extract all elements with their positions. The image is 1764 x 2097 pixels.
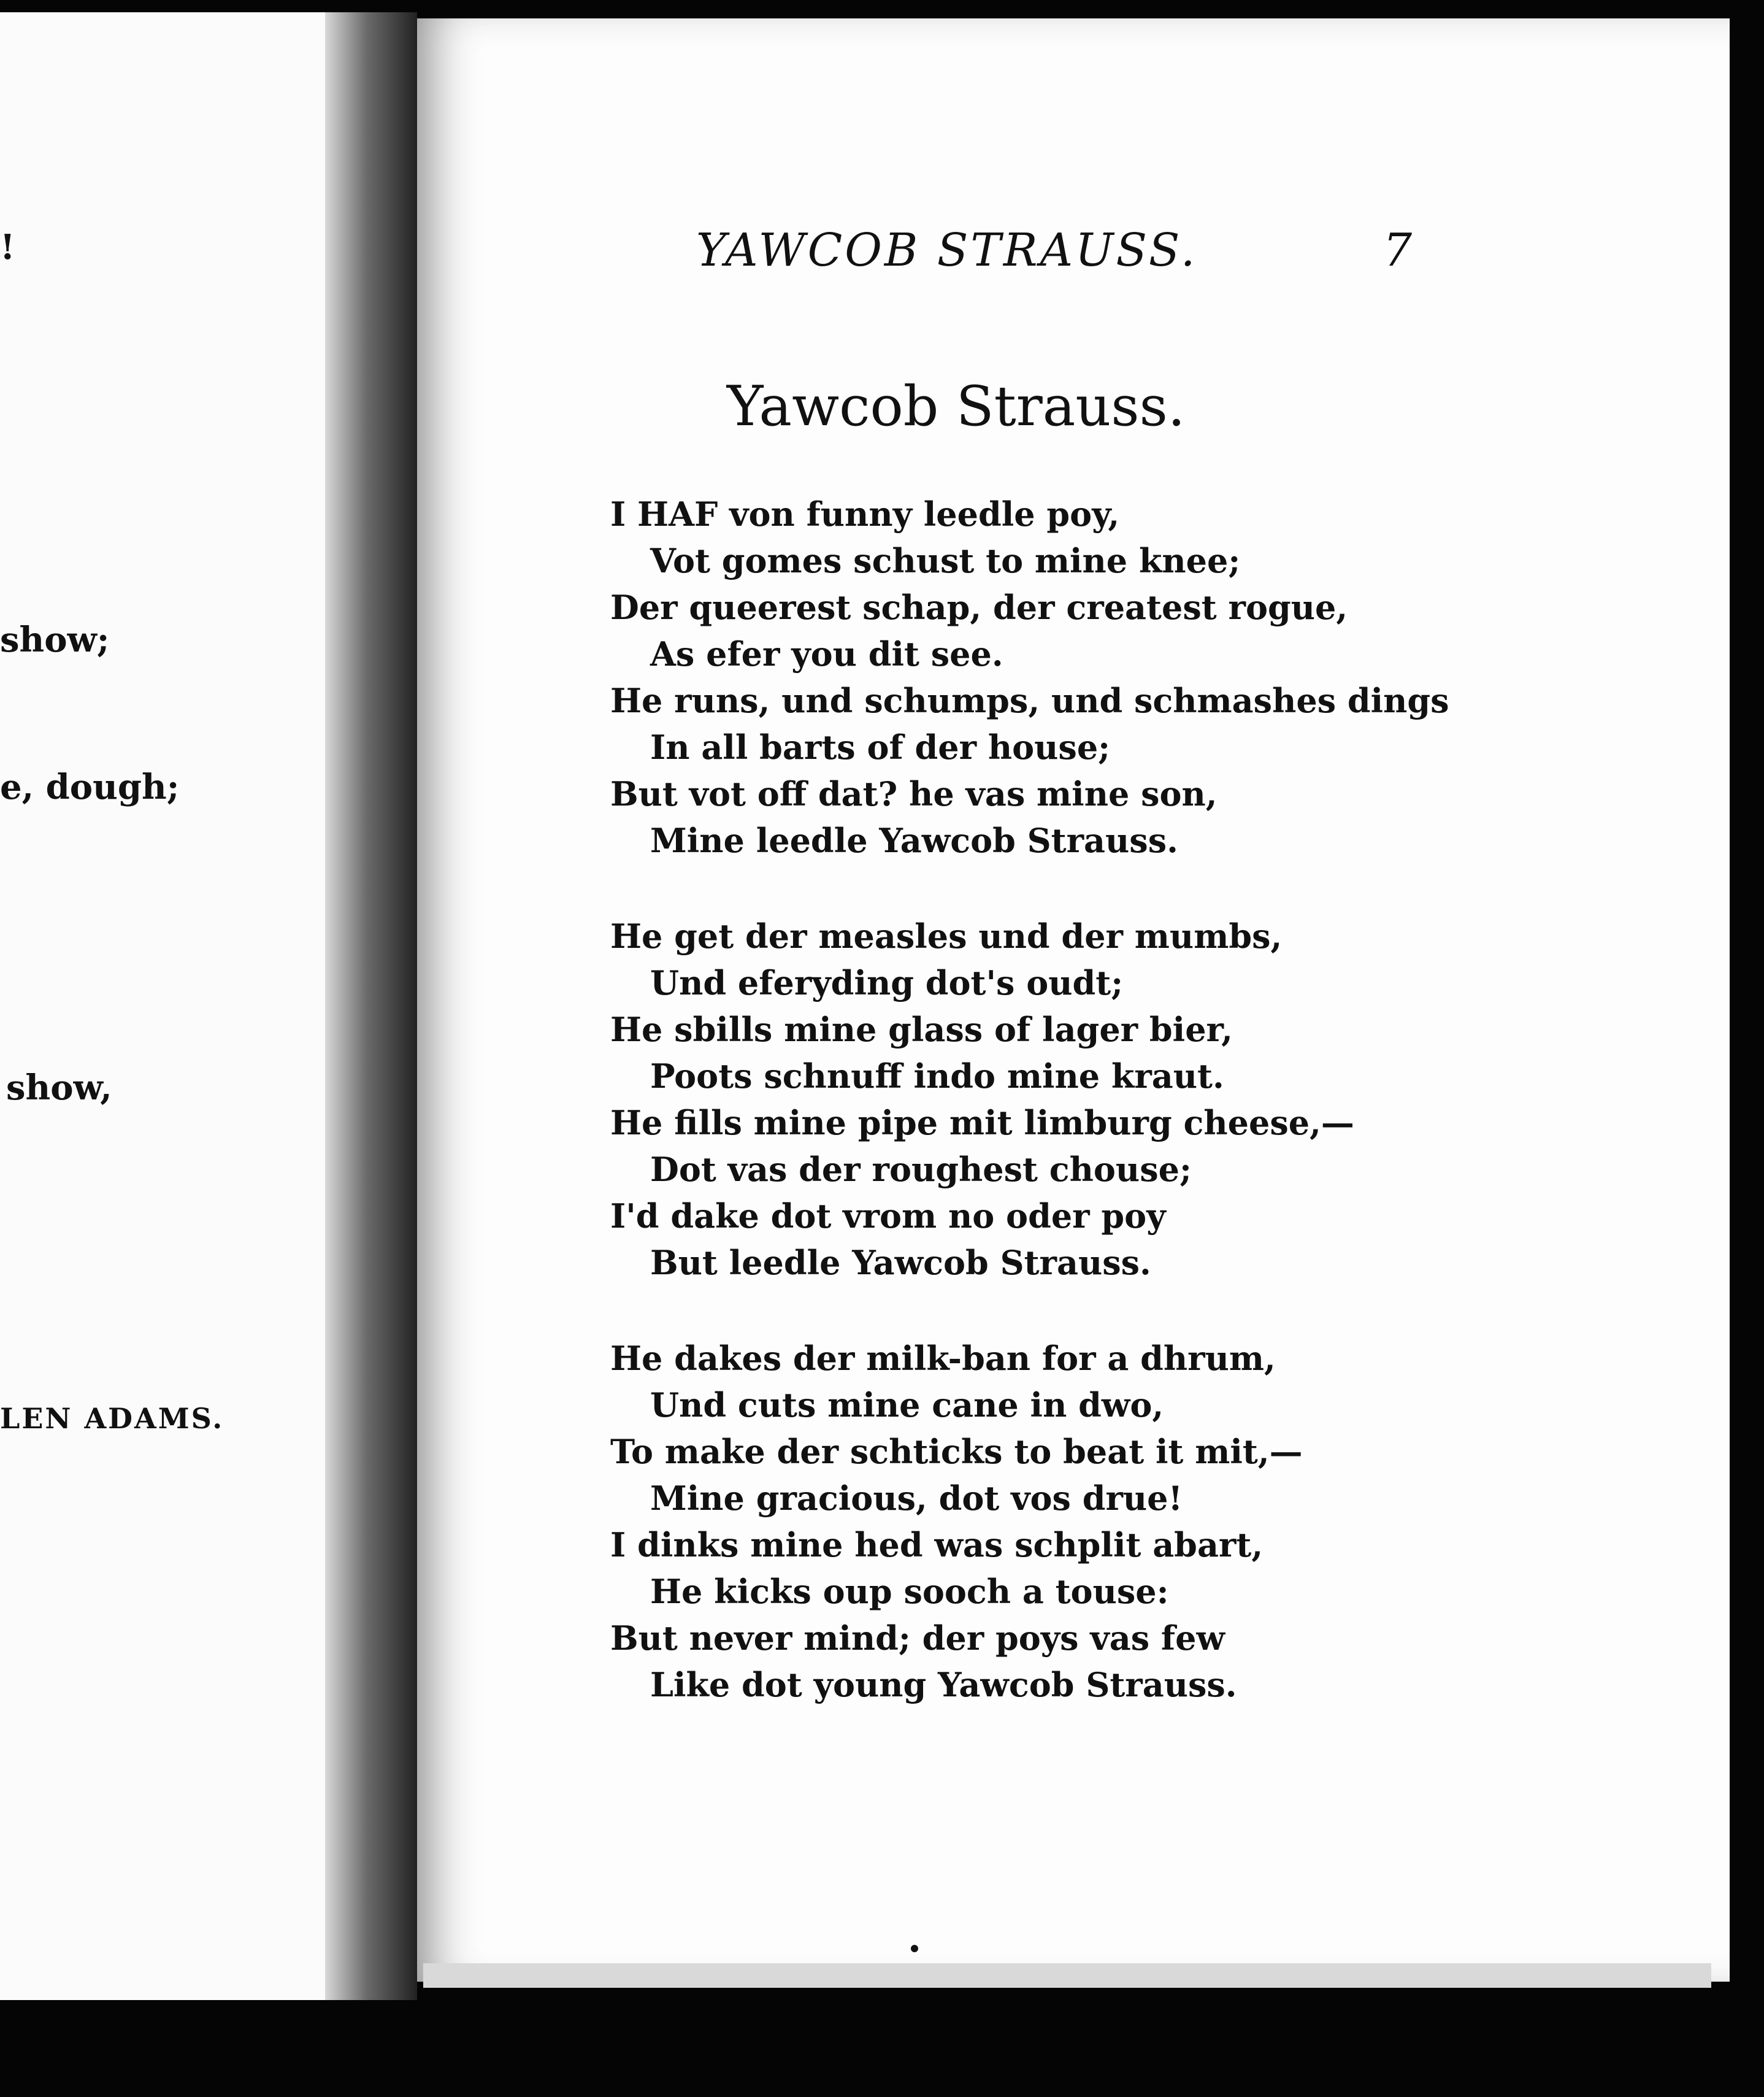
ink-dot [911,1945,918,1952]
poem-line: In all barts of der house; [650,728,1111,767]
left-page [0,12,343,2000]
poem-line: He sbills mine glass of lager bier, [610,1010,1233,1049]
poem-line: Mine leedle Yawcob Strauss. [650,821,1178,860]
page-edge [423,1963,1711,1988]
book-gutter [325,12,417,2000]
stanza-2 [610,913,1408,1286]
left-page-line: e, dough; [0,767,180,807]
running-head: YAWCOB STRAUSS. [696,224,1198,277]
poem-line: Mine gracious, dot vos drue! [650,1479,1183,1518]
poem-line: He dakes der milk-ban for a dhrum, [610,1339,1276,1378]
stanza-3 [610,1335,1408,1708]
stanza-1 [610,491,1449,864]
poem-line: Dot vas der roughest chouse; [650,1150,1192,1189]
poem-line: I'd dake dot vrom no oder poy [610,1196,1166,1236]
poem-line: He kicks oup sooch a touse: [650,1572,1169,1611]
poem-line: As efer you dit see. [650,634,1003,674]
poem-line: Und cuts mine cane in dwo, [650,1385,1164,1425]
poem-body [610,491,1449,1757]
poem-line: But vot off dat? he vas mine son, [610,774,1218,814]
left-page-line: show, [6,1068,112,1108]
poem-line: Poots schnuff indo mine kraut. [650,1056,1224,1096]
left-page-line: ! [0,227,15,267]
poem-line: Und eferyding dot's oudt; [650,963,1124,1002]
poem-line: Vot gomes schust to mine knee; [650,541,1241,580]
poem-line: He get der measles und der mumbs, [610,917,1283,956]
page-number: 7 [1383,224,1413,277]
poem-line: He runs, und schumps, und schmashes dings [610,681,1449,720]
poem-line: To make der schticks to beat it mit,— [610,1432,1303,1471]
poem-line: But never mind; der poys vas few [610,1618,1225,1658]
poem-line: Der queerest schap, der createst rogue, [610,588,1348,627]
poem-line: He fills mine pipe mit limburg cheese,— [610,1103,1354,1142]
left-page-line: LEN ADAMS. [0,1402,224,1435]
poem-line: But leedle Yawcob Strauss. [650,1243,1151,1282]
left-page-line: show; [0,620,110,660]
poem-line: Like dot young Yawcob Strauss. [650,1665,1237,1704]
poem-line: I dinks mine hed was schplit abart, [610,1525,1264,1564]
poem-title: Yawcob Strauss. [727,374,1186,439]
poem-line: I HAF von funny leedle poy, [610,494,1120,534]
